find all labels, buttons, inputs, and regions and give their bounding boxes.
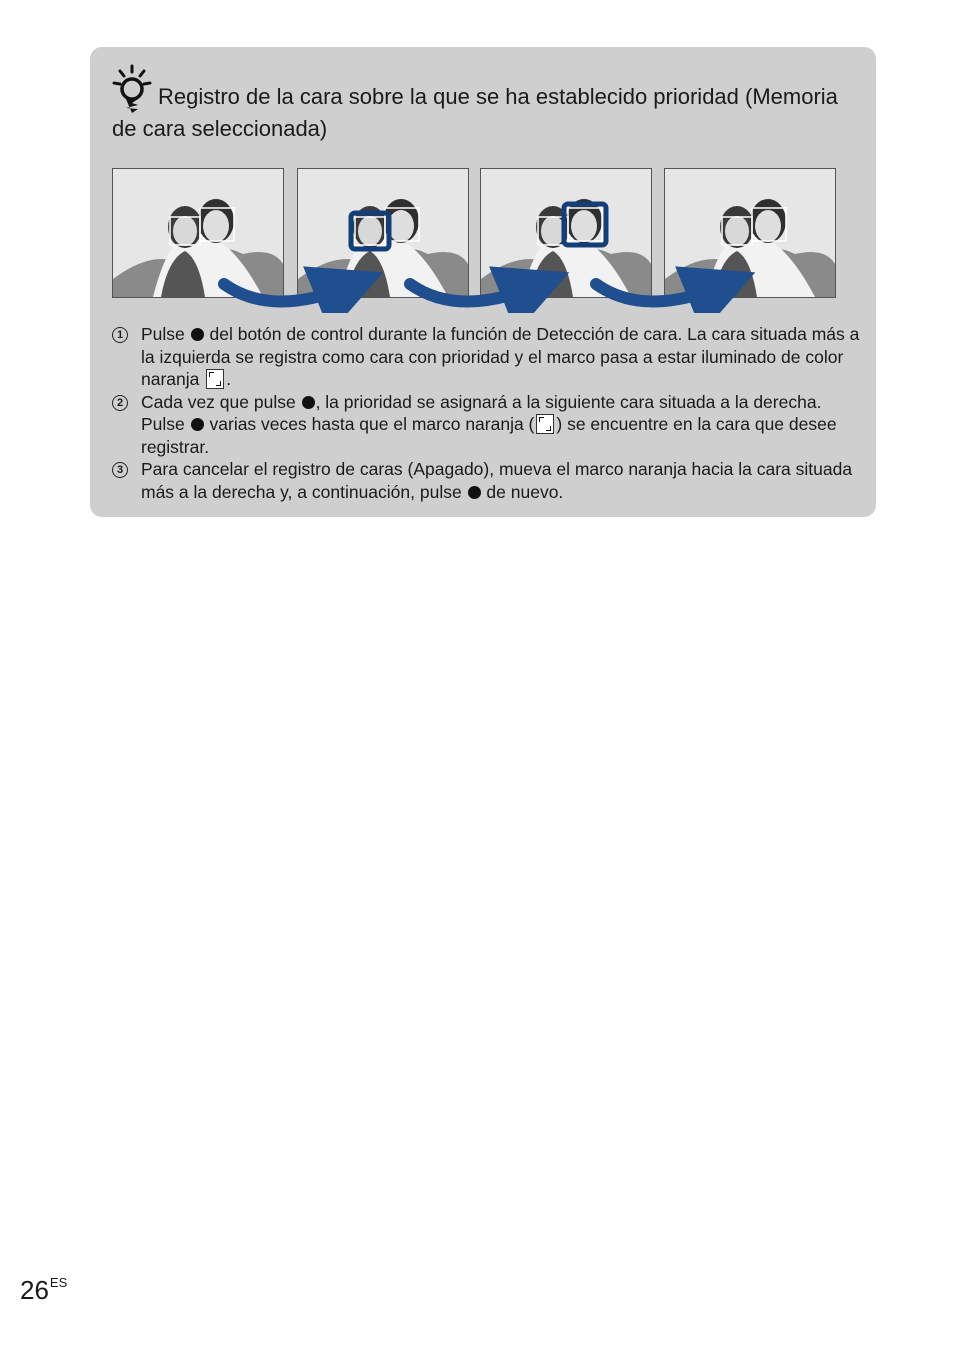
tip-box (90, 47, 876, 517)
face-frame-icon (206, 369, 224, 389)
tip-title: Registro de la cara sobre la que se ha establecido prioridad (Memoria de cara seleccionada) (112, 84, 838, 141)
step-1: 1 Pulse del botón de control durante la función de Detección de cara. La cara situada más a la izquierda se registra como cara con prioridad y el marco pasa a estar iluminado de color naranja . (112, 323, 862, 391)
step-number: 1 (112, 327, 128, 343)
face-frame-icon (536, 414, 554, 434)
arrow-1 (224, 284, 350, 302)
steps-list (112, 323, 862, 503)
page-number: $26^{ES}$ (20, 1275, 68, 1305)
center-button-icon (468, 486, 481, 499)
arrow-3 (596, 284, 722, 302)
arrow-2 (410, 284, 536, 302)
step-3: 3 Para cancelar el registro de caras (Apagado), mueva el marco naranja hacia la cara situada más a la derecha y, a continuación, pulse de nuevo. (112, 458, 862, 503)
face-selection-figure (112, 168, 842, 313)
center-button-icon (191, 418, 204, 431)
center-button-icon (191, 328, 204, 341)
step-2: 2 Cada vez que pulse , la prioridad se asignará a la siguiente cara situada a la derecha. Pulse varias veces hasta que el marco naranja ( ) se encuentre en la cara que desee registrar. (112, 391, 862, 459)
transition-arrows (112, 168, 842, 313)
center-button-icon (302, 396, 315, 409)
step-number: 3 (112, 462, 128, 478)
step-number: 2 (112, 395, 128, 411)
